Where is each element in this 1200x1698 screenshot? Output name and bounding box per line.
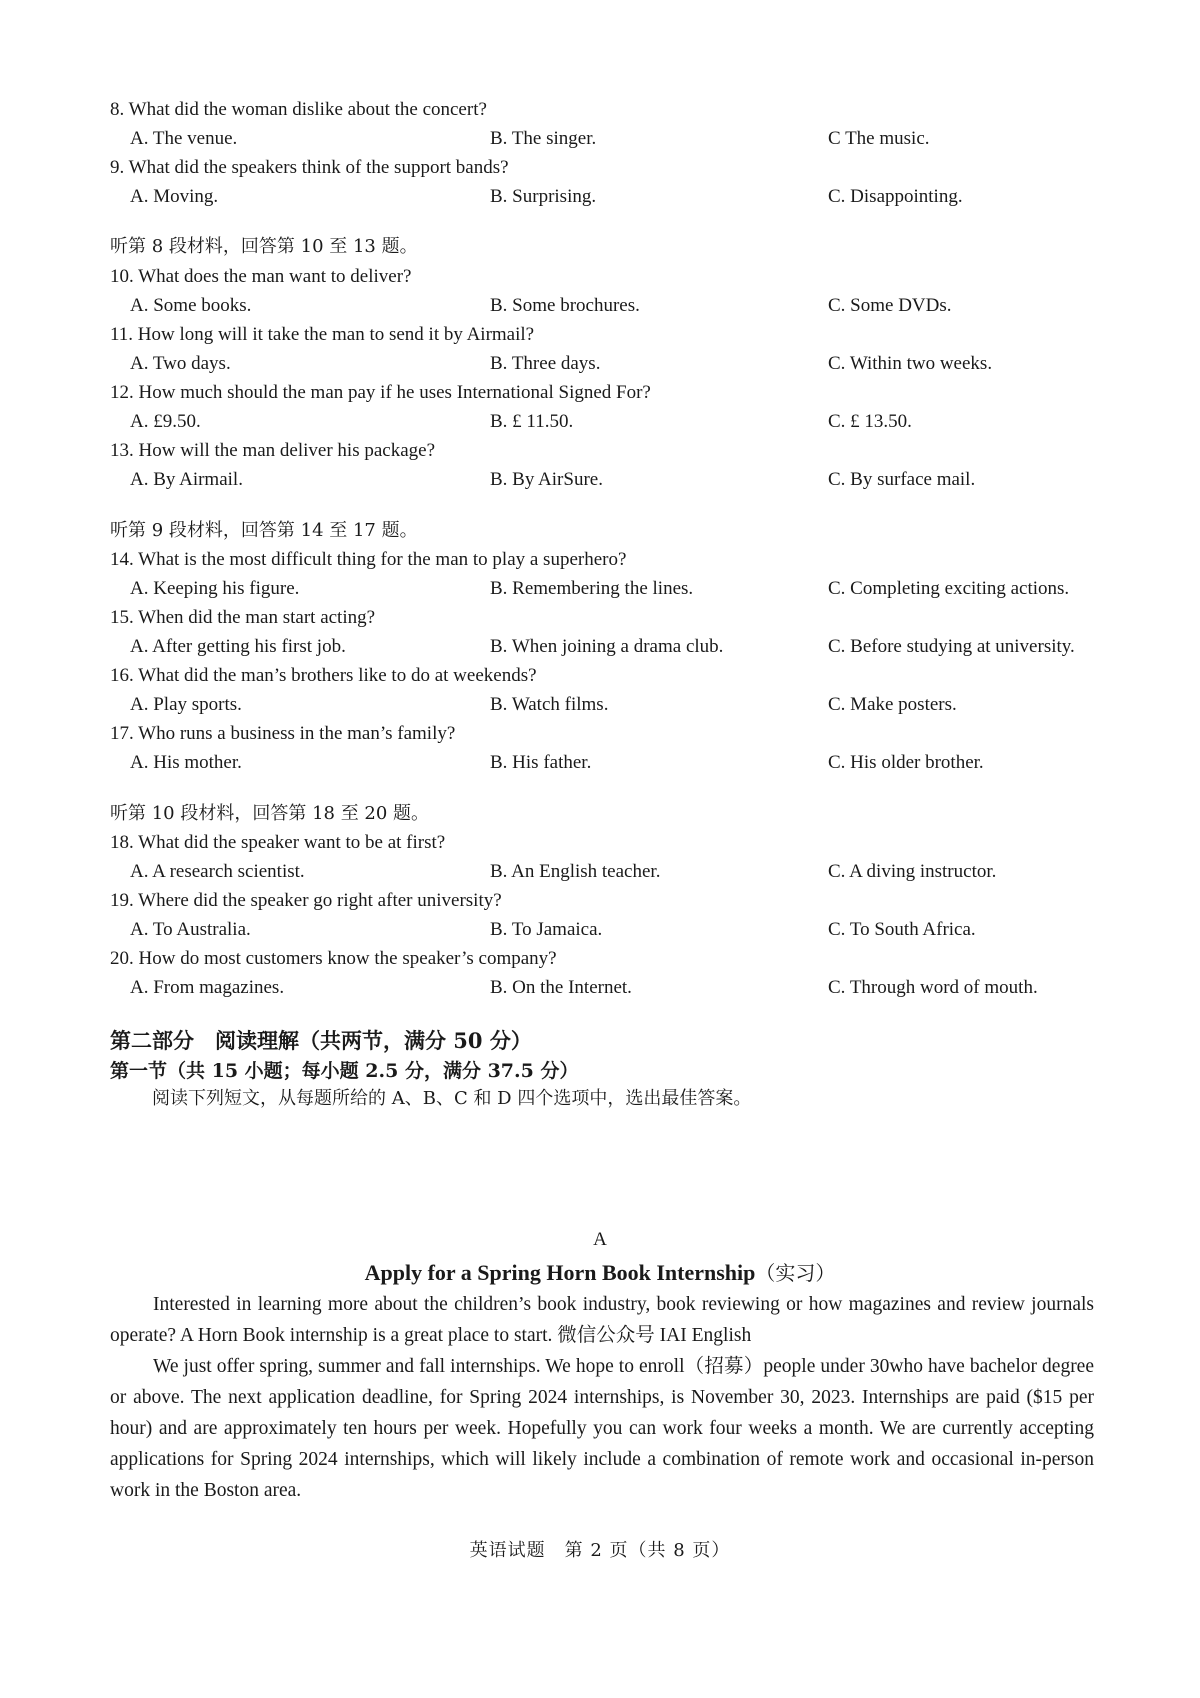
option-b: B. On the Internet. [490, 977, 632, 998]
question-16: 16. What did the man’s brothers like to do at weekends? [110, 665, 537, 686]
passage-letter: A [593, 1229, 607, 1250]
option-b: B. The singer. [490, 128, 597, 149]
passage-paragraph-1: Interested in learning more about the children’s book industry, book reviewing or how magazines and review journals operate? A Horn Book internship is a great place to start. 微信公众号 IAI English [110, 1294, 1094, 1346]
option-a: A. By Airmail. [130, 469, 243, 490]
option-a: A. Two days. [130, 353, 231, 374]
option-b: B. By AirSure. [490, 469, 603, 490]
option-b: B. An English teacher. [490, 861, 661, 882]
option-b: B. Remembering the lines. [490, 578, 694, 599]
question-8: 8. What did the woman dislike about the concert? [110, 99, 487, 120]
options-row [0, 294, 1200, 320]
question-20: 20. How do most customers know the speaker’s company? [110, 948, 557, 969]
option-a: A. Play sports. [130, 694, 242, 715]
option-a: A. From magazines. [130, 977, 285, 998]
option-c: C. £ 13.50. [828, 411, 912, 432]
options-row [0, 860, 1200, 886]
option-a: A. To Australia. [130, 919, 251, 940]
option-c: C. Some DVDs. [828, 295, 952, 316]
page-footer: 英语试题 第 2 页（共 8 页） [469, 1540, 731, 1561]
option-b: B. £ 11.50. [490, 411, 574, 432]
option-b: B. When joining a drama club. [490, 636, 724, 657]
options-row [0, 185, 1200, 211]
option-a: A. After getting his first job. [130, 636, 346, 657]
question-17: 17. Who runs a business in the man’s family? [110, 723, 456, 744]
question-15: 15. When did the man start acting? [110, 607, 376, 628]
option-c: C. Through word of mouth. [828, 977, 1038, 998]
option-c: C. To South Africa. [828, 919, 976, 940]
question-18: 18. What did the speaker want to be at first? [110, 832, 446, 853]
question-12: 12. How much should the man pay if he uses International Signed For? [110, 382, 651, 403]
section-1-heading: 第一节（共 15 小题；每小题 2.5 分，满分 37.5 分） [110, 1060, 579, 1082]
section-10-header: 听第 10 段材料，回答第 18 至 20 题。 [110, 803, 430, 824]
option-b: B. Three days. [490, 353, 601, 374]
options-row [0, 127, 1200, 153]
option-b: B. Some brochures. [490, 295, 640, 316]
options-row [0, 468, 1200, 494]
passage-title-cn: （实习） [755, 1261, 836, 1285]
question-19: 19. Where did the speaker go right after university? [110, 890, 502, 911]
question-14: 14. What is the most difficult thing for the man to play a superhero? [110, 549, 627, 570]
option-c: C. Within two weeks. [828, 353, 993, 374]
option-a: A. A research scientist. [130, 861, 305, 882]
option-a: A. His mother. [130, 752, 242, 773]
option-a: A. Moving. [130, 186, 219, 207]
option-c: C. By surface mail. [828, 469, 976, 490]
options-row [0, 693, 1200, 719]
options-row [0, 410, 1200, 436]
option-c: C. A diving instructor. [828, 861, 997, 882]
option-c: C. His older brother. [828, 752, 984, 773]
option-c: C The music. [828, 128, 930, 149]
option-b: B. Watch films. [490, 694, 609, 715]
option-c: C. Completing exciting actions. [828, 578, 1070, 599]
section-9-header: 听第 9 段材料，回答第 14 至 17 题。 [110, 520, 418, 541]
option-b: B. To Jamaica. [490, 919, 603, 940]
option-a: A. Some books. [130, 295, 252, 316]
question-13: 13. How will the man deliver his package? [110, 440, 436, 461]
option-a: A. Keeping his figure. [130, 578, 300, 599]
option-a: A. £9.50. [130, 411, 201, 432]
passage-title-en: Apply for a Spring Horn Book Internship [364, 1260, 756, 1285]
passage-title [0, 1258, 1200, 1288]
question-9: 9. What did the speakers think of the support bands? [110, 157, 509, 178]
options-row [0, 918, 1200, 944]
options-row [0, 751, 1200, 777]
question-10: 10. What does the man want to deliver? [110, 266, 412, 287]
option-c: C. Before studying at university. [828, 636, 1075, 657]
option-b: B. Surprising. [490, 186, 597, 207]
option-b: B. His father. [490, 752, 592, 773]
option-c: C. Make posters. [828, 694, 957, 715]
options-row [0, 352, 1200, 378]
part-2-heading: 第二部分 阅读理解（共两节，满分 50 分） [110, 1028, 532, 1053]
question-11: 11. How long will it take the man to send it by Airmail? [110, 324, 535, 345]
option-c: C. Disappointing. [828, 186, 963, 207]
options-row [0, 635, 1200, 661]
option-a: A. The venue. [130, 128, 238, 149]
section-8-header: 听第 8 段材料，回答第 10 至 13 题。 [110, 236, 418, 257]
passage-paragraph-2: We just offer spring, summer and fall internships. We hope to enroll（招募）people under 30who have bachelor degree or above. The next application deadline, for Spring 2024 internships, is November 30, 2023. Internships are paid ($15 per hour) and are approximately ten hours per week. Hopefully you can work four weeks a month. We are currently accepting applications for Spring 2024 internships, which will likely include a combination of remote work and occasional in-person work in the Boston area. [110, 1356, 1094, 1501]
instructions: 阅读下列短文，从每题所给的 A、B、C 和 D 四个选项中，选出最佳答案。 [152, 1088, 752, 1109]
options-row [0, 976, 1200, 1002]
options-row [0, 577, 1200, 603]
